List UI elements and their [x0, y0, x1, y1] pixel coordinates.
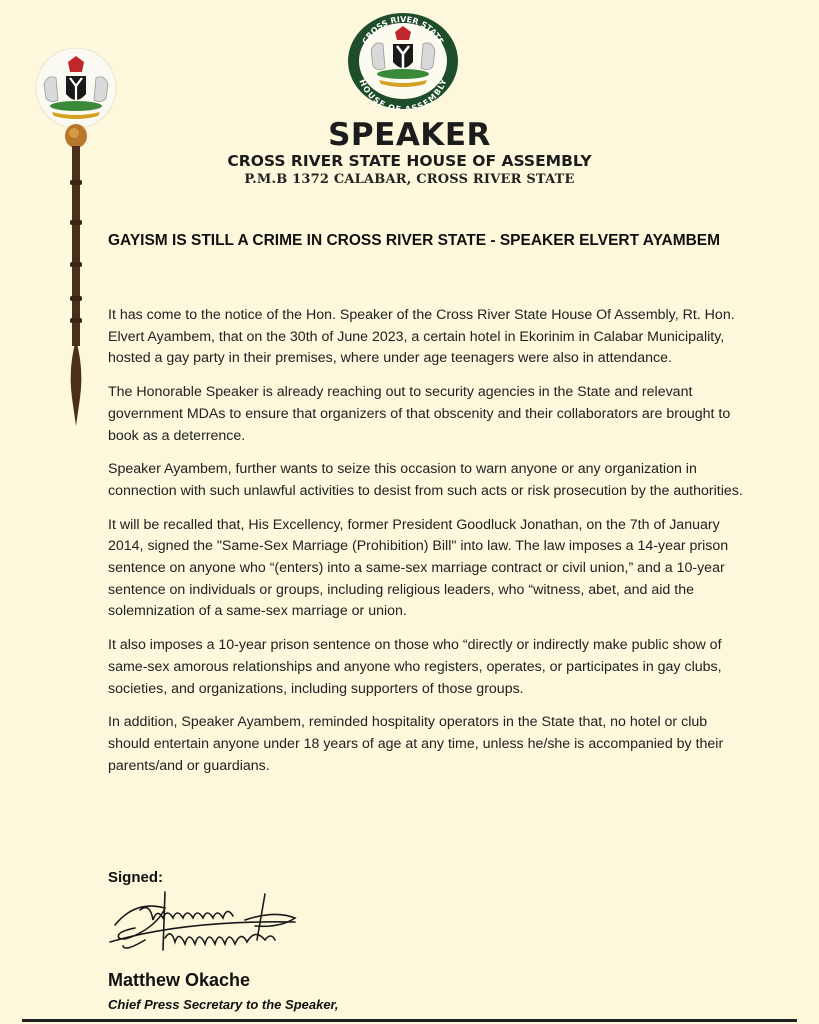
paragraph: It has come to the notice of the Hon. Speaker of the Cross River State House Of Assembly, Rt. Hon. Elvert Ayambem, that on the 30th of June 2023, a certain hotel in Ekorinim in Calabar Municipality, hosted a gay party in their premises, where under age teenagers were also in attendance.	[108, 307, 735, 367]
assembly-seal-logo	[345, 10, 461, 110]
press-release-body	[108, 305, 748, 789]
paragraph: Speaker Ayambem, further wants to seize this occasion to warn anyone or any organization in connection with such unlawful activities to desist from such acts or risk prosecution by the authorities.	[108, 461, 743, 499]
letterhead	[0, 118, 819, 188]
letterhead-subtitle: CROSS RIVER STATE HOUSE OF ASSEMBLY	[227, 152, 592, 170]
signer-name: Matthew Okache	[108, 970, 251, 990]
letterhead-title: SPEAKER	[328, 117, 491, 153]
paragraph: It will be recalled that, His Excellency, former President Goodluck Jonathan, on the 7th of January 2014, signed the "Same-Sex Marriage (Prohibition) Bill" into law. The law imposes a 14-year prison sentence on anyone who “(enters) into a same-sex marriage contract or civil union,” and a 10-year sentence on individuals or groups, including religious leaders, who “witness, abet, and aid the solemnization of a same-sex marriage or union.	[108, 516, 729, 620]
press-release-headline: GAYISM IS STILL A CRIME IN CROSS RIVER STATE - SPEAKER ELVERT AYAMBEM	[108, 232, 721, 249]
letterhead-address: P.M.B 1372 CALABAR, CROSS RIVER STATE	[244, 172, 575, 187]
paragraph: The Honorable Speaker is already reaching out to security agencies in the State and relevant government MDAs to ensure that organizers of that obscenity and their collaborators are brought to book as a deterrence.	[108, 384, 731, 444]
paragraph: In addition, Speaker Ayambem, reminded hospitality operators in the State that, no hotel or club should entertain anyone under 18 years of age at any time, unless he/she is accompanied by their parents/and or guardians.	[108, 714, 724, 774]
svg-text:HOUSE OF ASSEMBLY: HOUSE OF ASSEMBLY	[357, 77, 449, 110]
svg-text:CROSS RIVER STATE: CROSS RIVER STATE	[360, 14, 446, 46]
footer-divider	[22, 1019, 797, 1022]
handwritten-signature	[105, 880, 305, 960]
signer-title: Chief Press Secretary to the Speaker,	[108, 997, 339, 1012]
signature-icon	[105, 880, 305, 960]
coat-of-arms-icon	[345, 10, 461, 110]
paragraph: It also imposes a 10-year prison sentence on those who “directly or indirectly make public show of same-sex amorous relationships and anyone who registers, operates, or participates in gay clubs, societies, and organizations, including supporters of those groups.	[108, 637, 722, 697]
signed-label: Signed:	[108, 869, 163, 886]
